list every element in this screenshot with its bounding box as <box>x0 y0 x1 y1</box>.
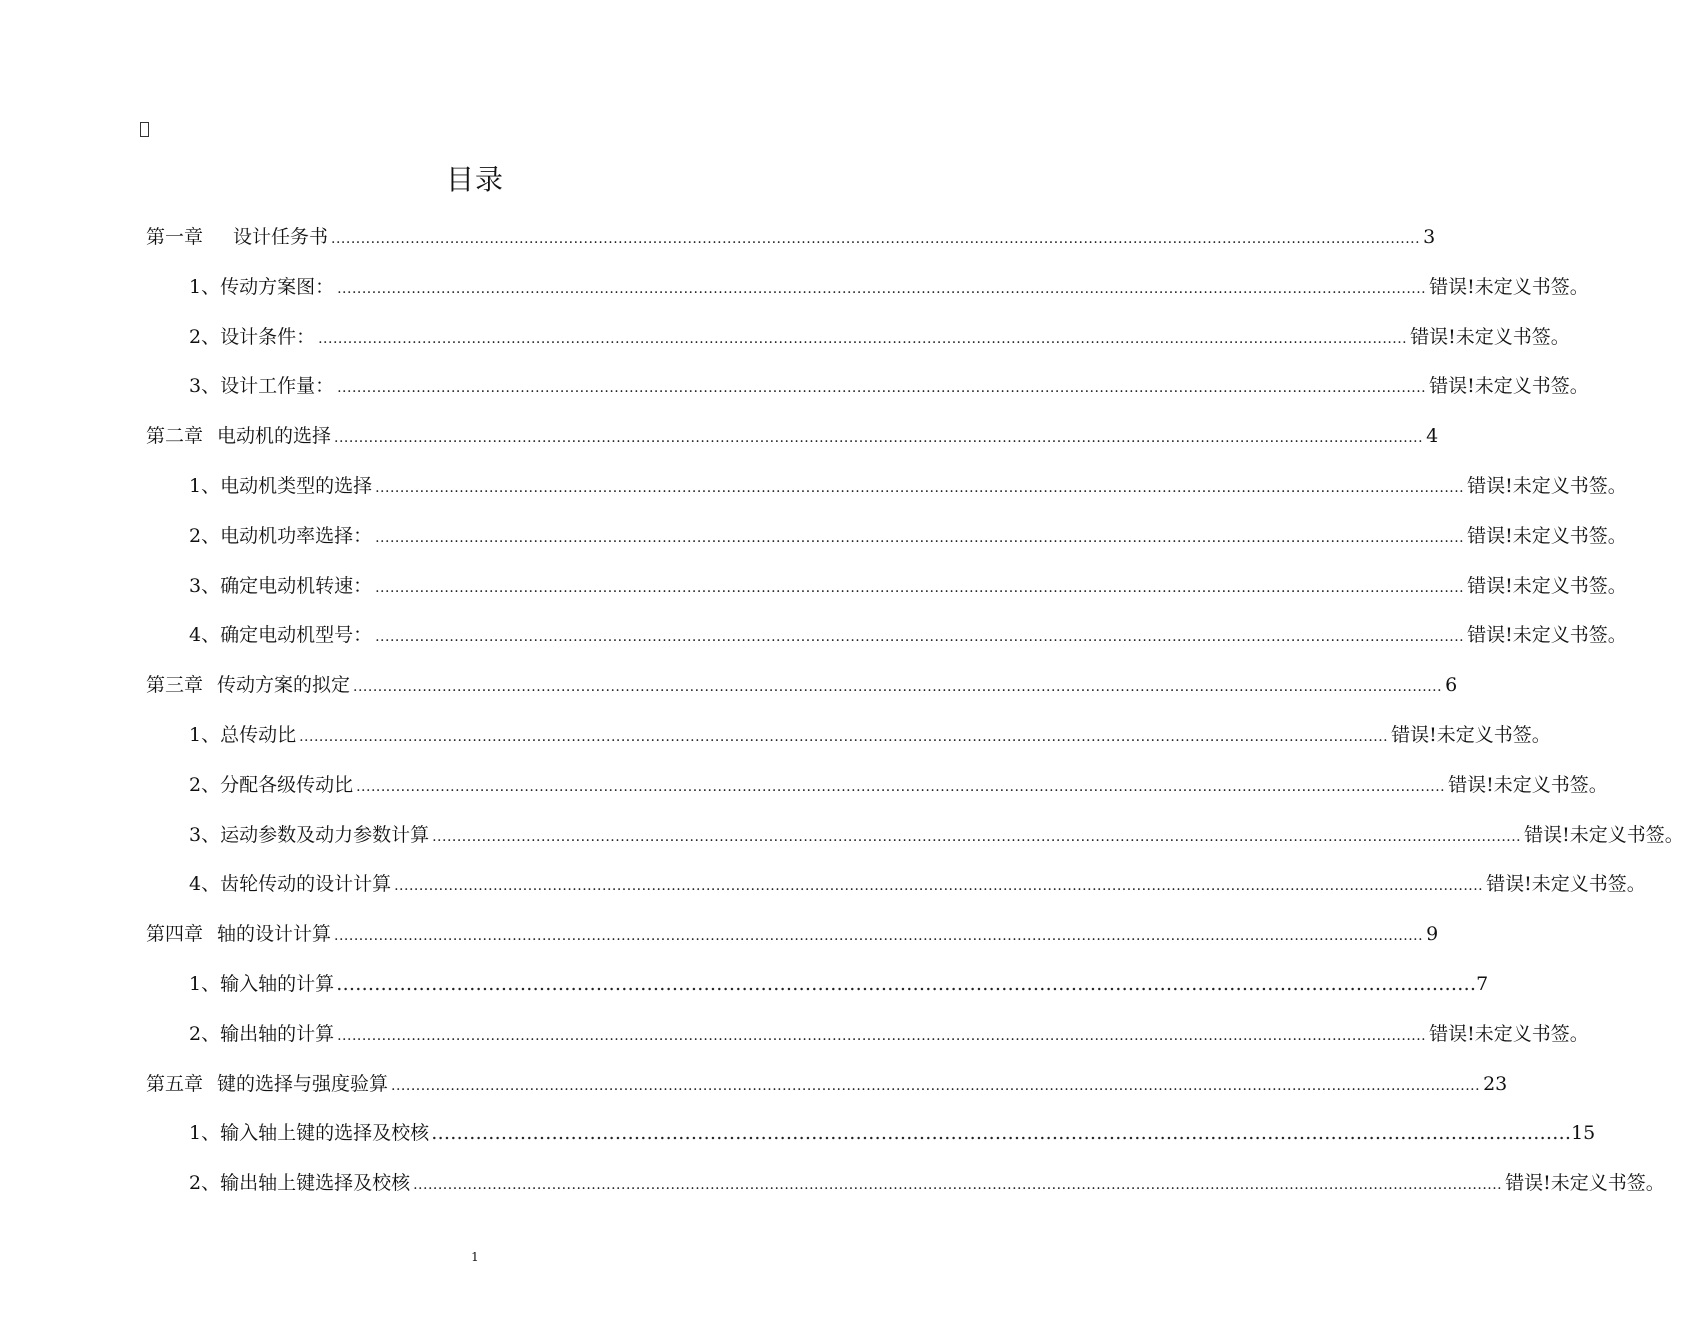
toc-section-entry[interactable] <box>189 869 1646 899</box>
toc-section-entry[interactable] <box>189 272 1589 302</box>
toc-page-ref: 6 <box>1445 674 1458 697</box>
toc-chapter-title: 轴的设计计算 <box>217 923 332 946</box>
toc-page-ref: 错误!未定义书签。 <box>1410 325 1570 348</box>
toc-chapter-entry[interactable] <box>146 670 1458 700</box>
toc-page-ref: 9 <box>1426 923 1439 946</box>
toc-entry-label: 3、运动参数及动力参数计算 <box>189 823 430 846</box>
toc-entry-label: 2、输出轴的计算 <box>189 1022 335 1045</box>
toc-entry-label: 2、分配各级传动比 <box>189 773 354 796</box>
toc-leader-dots: ............................................................................................................................................................................................................................ <box>375 629 1465 646</box>
toc-chapter-entry[interactable] <box>146 421 1439 451</box>
toc-entry-label: 1、输入轴的计算 <box>189 973 335 995</box>
toc-leader-dots: ............................................................................................................................................................................................................................ <box>334 430 1424 447</box>
toc-leader-dots: ............................................................................................................................................................................................................................ <box>299 729 1389 745</box>
toc-page-ref: 错误!未定义书签。 <box>1448 773 1608 796</box>
toc-page-ref: 错误!未定义书签。 <box>1467 524 1627 547</box>
toc-section-entry[interactable] <box>189 620 1627 650</box>
toc-entry-label <box>146 1069 388 1099</box>
toc-section-entry[interactable] <box>189 571 1627 601</box>
toc-section-entry[interactable] <box>189 521 1627 551</box>
toc-section-entry[interactable] <box>189 770 1608 800</box>
toc-leader-dots: ............................................................................................................................................................................................................................ <box>353 679 1443 696</box>
toc-page-ref: 错误!未定义书签。 <box>1486 873 1646 896</box>
toc-entry-label: 2、设计条件： <box>189 325 316 348</box>
toc-page-ref: 15 <box>1571 1122 1596 1145</box>
toc-entry-label <box>146 670 350 700</box>
page-number: 1 <box>471 1250 479 1264</box>
toc-chapter-number: 第三章 <box>146 674 204 697</box>
toc-chapter-number: 第二章 <box>146 425 204 448</box>
toc-chapter-title: 传动方案的拟定 <box>217 674 351 697</box>
toc-entry-label: 2、电动机功率选择： <box>189 524 373 547</box>
toc-page-ref: 错误!未定义书签。 <box>1505 1172 1665 1195</box>
toc-section-entry[interactable] <box>189 471 1627 501</box>
toc-chapter-title: 电动机的选择 <box>217 425 332 448</box>
toc-page-ref: 错误!未定义书签。 <box>1429 1022 1589 1045</box>
toc-entry-label: 3、设计工作量： <box>189 375 335 398</box>
toc-leader-dots: ……………………………………………………………………………………………………………………………………………………………… <box>431 1122 1572 1145</box>
toc-leader-dots: ............................................................................................................................................................................................................................ <box>432 828 1522 845</box>
toc-entry-label <box>146 421 331 451</box>
toc-chapter-number: 第一章 <box>146 226 204 248</box>
toc-leader-dots: ............................................................................................................................................................................................................................ <box>356 778 1446 795</box>
toc-page-ref: 错误!未定义书签。 <box>1467 574 1627 597</box>
toc-leader-dots: ............................................................................................................................................................................................................................ <box>375 579 1465 596</box>
toc-leader-dots: ............................................................................................................................................................................................................................ <box>394 878 1484 895</box>
toc-section-entry[interactable] <box>189 720 1551 750</box>
toc-leader-dots: ............................................................................................................................................................................................................................ <box>413 1177 1503 1194</box>
toc-section-entry[interactable] <box>189 1019 1589 1049</box>
toc-chapter-title: 设计任务书 <box>233 226 329 248</box>
toc-leader-dots: ............................................................................................................................................................................................................................ <box>331 231 1421 247</box>
toc-page-ref: 错误!未定义书签。 <box>1391 724 1551 746</box>
toc-entry-label: 2、输出轴上键选择及校核 <box>189 1172 411 1195</box>
toc-chapter-entry[interactable] <box>146 222 1436 252</box>
toc-leader-dots: ............................................................................................................................................................................................................................ <box>337 1027 1427 1044</box>
toc-page-ref: 3 <box>1423 226 1436 248</box>
toc-section-entry[interactable] <box>189 820 1684 850</box>
toc-page-ref: 23 <box>1483 1072 1508 1095</box>
toc-page-ref: 错误!未定义书签。 <box>1429 275 1589 298</box>
toc-page-ref: 7 <box>1476 973 1489 995</box>
toc-chapter-entry[interactable] <box>146 1069 1508 1099</box>
toc-chapter-title: 键的选择与强度验算 <box>217 1072 389 1095</box>
toc-section-entry[interactable] <box>189 1168 1665 1198</box>
toc-page-ref: 错误!未定义书签。 <box>1524 823 1684 846</box>
page-title: 目录 <box>445 163 504 196</box>
toc-leader-dots: ............................................................................................................................................................................................................................ <box>334 928 1424 945</box>
toc-page-ref: 错误!未定义书签。 <box>1429 375 1589 398</box>
toc-entry-label <box>146 919 331 949</box>
toc-section-entry[interactable] <box>189 371 1589 401</box>
toc-leader-dots: ............................................................................................................................................................................................................................ <box>337 280 1427 297</box>
toc-chapter-number: 第四章 <box>146 923 204 946</box>
toc-entry-label <box>146 222 328 252</box>
toc-page-ref: 错误!未定义书签。 <box>1467 624 1627 647</box>
toc-leader-dots: ……………………………………………………………………………………………………………………………………………………………… <box>336 973 1477 995</box>
toc-chapter-entry[interactable] <box>146 919 1439 949</box>
toc-entry-label: 4、确定电动机型号： <box>189 624 373 647</box>
toc-entry-label: 1、电动机类型的选择 <box>189 475 373 497</box>
toc-leader-dots: ............................................................................................................................................................................................................................ <box>337 380 1427 397</box>
toc-leader-dots: ............................................................................................................................................................................................................................ <box>391 1077 1481 1094</box>
toc-section-entry[interactable] <box>189 969 1489 999</box>
toc-leader-dots: ............................................................................................................................................................................................................................ <box>318 330 1408 347</box>
toc-page-ref: 错误!未定义书签。 <box>1467 475 1627 497</box>
placeholder-glyph-icon <box>140 122 149 137</box>
toc-entry-label: 1、传动方案图： <box>189 275 335 298</box>
toc-page-ref: 4 <box>1426 425 1439 448</box>
toc-chapter-number: 第五章 <box>146 1072 204 1095</box>
toc-section-entry[interactable] <box>189 1118 1596 1148</box>
toc-entry-label: 1、输入轴上键的选择及校核 <box>189 1122 430 1145</box>
toc-entry-label: 3、确定电动机转速： <box>189 574 373 597</box>
toc-entry-label: 1、总传动比 <box>189 724 297 746</box>
toc-leader-dots: ............................................................................................................................................................................................................................ <box>375 480 1465 496</box>
toc-section-entry[interactable] <box>189 322 1570 352</box>
toc-leader-dots: ............................................................................................................................................................................................................................ <box>375 529 1465 546</box>
toc-entry-label: 4、齿轮传动的设计计算 <box>189 873 392 896</box>
